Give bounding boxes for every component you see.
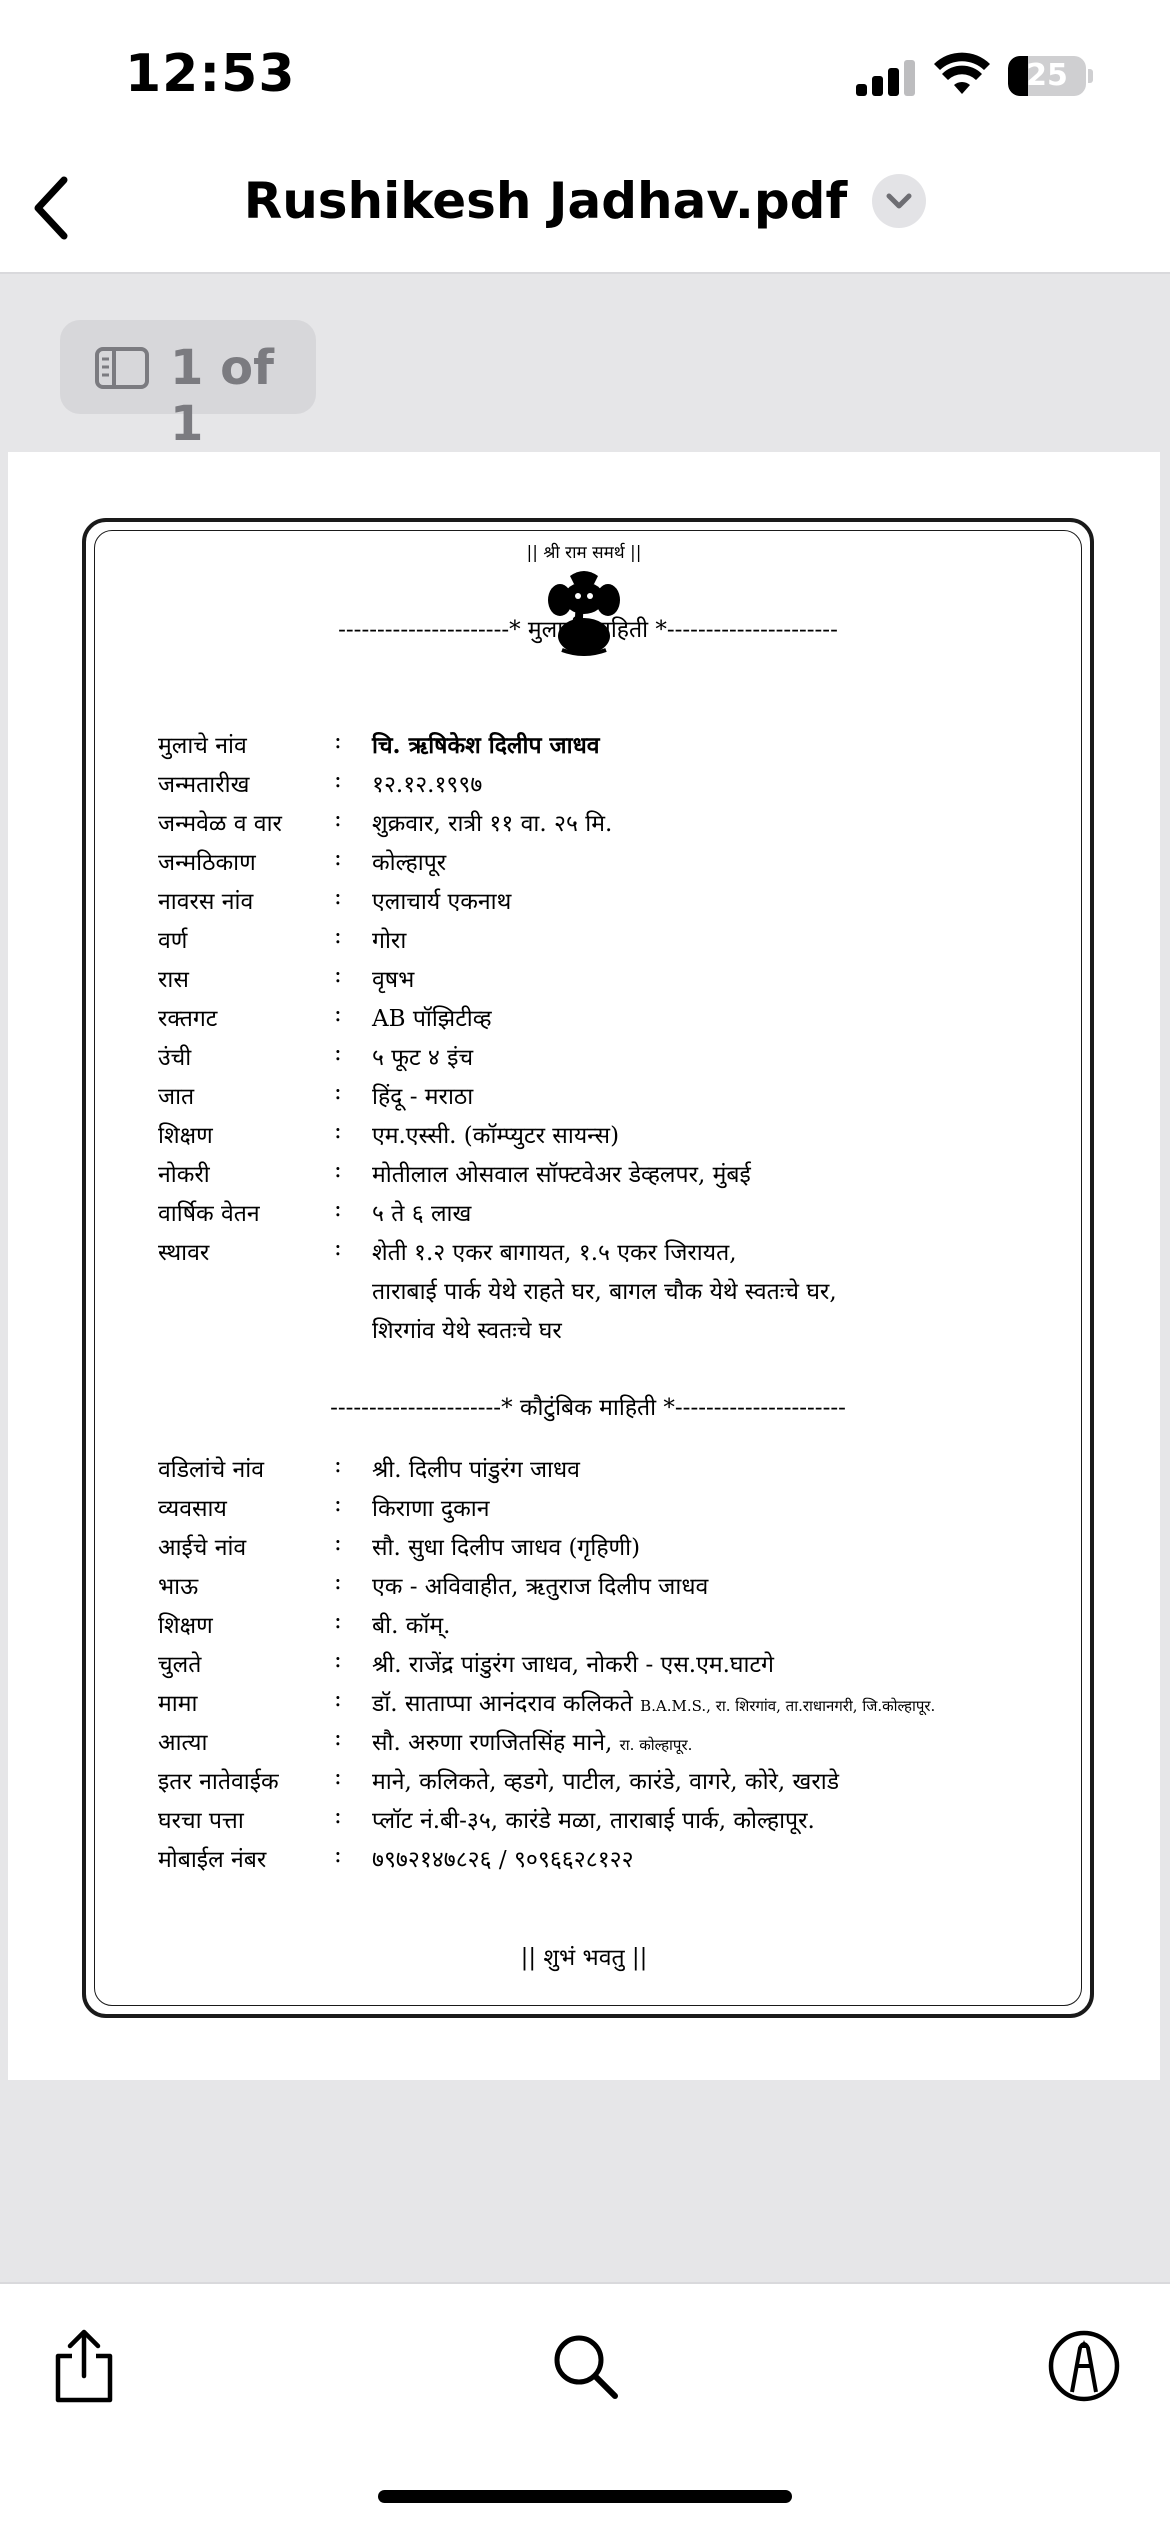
- chevron-down-icon[interactable]: [872, 174, 926, 228]
- row-label: मामा: [158, 1691, 198, 1717]
- row-label: वार्षिक वेतन: [158, 1201, 260, 1227]
- battery-icon: [1008, 56, 1086, 96]
- row-label: जात: [158, 1084, 195, 1110]
- row-value: मोतीलाल ओसवाल सॉफ्टवेअर डेव्हलपर, मुंबई: [372, 1162, 751, 1188]
- row-label: स्थावर: [158, 1240, 210, 1266]
- row-separator: :: [334, 1569, 342, 1595]
- info-row: [158, 1452, 1058, 1490]
- status-time: 12:53: [125, 44, 296, 104]
- info-row: [158, 1725, 1058, 1763]
- row-value: ५ फूट ४ इंच: [372, 1045, 474, 1071]
- row-separator: :: [334, 1079, 342, 1105]
- home-indicator[interactable]: [378, 2490, 792, 2503]
- blessing-text: || शुभं भवतु ||: [520, 1945, 648, 1971]
- row-value: वृषभ: [372, 967, 415, 993]
- row-value-detail: रा. कोल्हापूर.: [619, 1736, 693, 1754]
- row-value: चि. ऋषिकेश दिलीप जाधव: [372, 732, 600, 759]
- row-value: AB पॉझिटीव्ह: [372, 1006, 492, 1032]
- row-value: श्री. राजेंद्र पांडुरंग जाधव, नोकरी - एस.एम.घाटगे: [372, 1652, 774, 1678]
- battery-tip: [1088, 69, 1093, 83]
- row-label: उंची: [158, 1045, 192, 1071]
- page-indicator[interactable]: [60, 320, 316, 452]
- row-label: शिक्षण: [158, 1123, 213, 1149]
- page-count-label: 1 of 1: [170, 340, 274, 452]
- row-label: घरचा पत्ता: [158, 1808, 244, 1834]
- row-separator: :: [334, 1530, 342, 1556]
- info-row: [158, 1686, 1058, 1724]
- row-separator: :: [334, 728, 342, 754]
- row-value: सौ. सुधा दिलीप जाधव (गृहिणी): [372, 1535, 641, 1561]
- row-label: इतर नातेवाईक: [158, 1769, 279, 1795]
- row-label: नावरस नांव: [158, 889, 254, 915]
- row-value: कोल्हापूर: [372, 850, 447, 876]
- row-separator: :: [334, 1686, 342, 1712]
- row-value: शेती १.२ एकर बागायत, १.५ एकर जिरायत,: [372, 1240, 737, 1266]
- row-separator: :: [334, 1157, 342, 1183]
- row-label: नोकरी: [158, 1162, 210, 1188]
- row-value: गोरा: [372, 928, 407, 954]
- info-row: [158, 806, 1058, 844]
- row-separator: :: [334, 1647, 342, 1673]
- info-row: [158, 1079, 1058, 1117]
- sidebar-icon: [94, 346, 150, 390]
- invocation-text: || श्री राम समर्थ ||: [526, 543, 642, 563]
- row-separator: :: [334, 1803, 342, 1829]
- row-label: जन्मवेळ व वार: [158, 811, 282, 837]
- row-separator: :: [334, 1040, 342, 1066]
- row-label: भाऊ: [158, 1574, 199, 1600]
- property-line-3: शिरगांव येथे स्वतःचे घर: [372, 1318, 562, 1344]
- share-icon[interactable]: [44, 2326, 124, 2406]
- row-label: जन्मतारीख: [158, 772, 250, 798]
- info-row: [158, 1803, 1058, 1841]
- row-value: १२.१२.१९९७: [372, 772, 483, 798]
- row-separator: :: [334, 884, 342, 910]
- row-value: ७९७२१४७८२६ / ९०९६६२८१२२: [372, 1847, 634, 1873]
- info-row: [158, 767, 1058, 805]
- row-separator: :: [334, 1491, 342, 1517]
- search-icon[interactable]: [545, 2326, 625, 2406]
- info-row: [158, 923, 1058, 961]
- markup-icon[interactable]: [1044, 2326, 1124, 2406]
- info-row: [158, 1647, 1058, 1685]
- info-row: [158, 1040, 1058, 1078]
- info-row: [158, 1001, 1058, 1039]
- info-row: [158, 1196, 1058, 1234]
- info-row: [158, 884, 1058, 922]
- row-label: वर्ण: [158, 928, 188, 954]
- row-label: आत्या: [158, 1730, 208, 1756]
- row-separator: :: [334, 1764, 342, 1790]
- pdf-page[interactable]: [8, 452, 1160, 2080]
- row-value: एम.एस्सी. (कॉम्प्युटर सायन्स): [372, 1123, 620, 1149]
- info-row: [158, 962, 1058, 1000]
- info-row: [158, 1235, 1058, 1273]
- info-row: [158, 1157, 1058, 1195]
- row-separator: :: [334, 767, 342, 793]
- row-value: [372, 1686, 935, 1718]
- row-separator: :: [334, 962, 342, 988]
- row-value-main: सौ. अरुणा रणजितसिंह माने,: [372, 1730, 613, 1756]
- info-row: [158, 1842, 1058, 1880]
- row-separator: :: [334, 1235, 342, 1261]
- row-separator: :: [334, 1842, 342, 1868]
- document-title-button[interactable]: [0, 172, 1170, 230]
- info-row: [158, 1530, 1058, 1568]
- row-label: शिक्षण: [158, 1613, 213, 1639]
- info-row: [158, 1491, 1058, 1529]
- navigation-bar: [0, 150, 1170, 274]
- row-label: आईचे नांव: [158, 1535, 247, 1561]
- row-value: माने, कलिकते, व्हडगे, पाटील, कारंडे, वागरे, कोरे, खराडे: [372, 1769, 840, 1795]
- cellular-signal-icon: [856, 58, 916, 96]
- row-separator: :: [334, 1725, 342, 1751]
- row-label: चुलते: [158, 1652, 202, 1678]
- row-value: ५ ते ६ लाख: [372, 1201, 472, 1227]
- row-value: शुक्रवार, रात्री ११ वा. २५ मि.: [372, 811, 613, 837]
- row-separator: :: [334, 806, 342, 832]
- section-heading-family: ----------------------* कौटुंबिक माहिती *----------------------: [330, 1395, 846, 1421]
- row-label: व्यवसाय: [158, 1496, 227, 1522]
- row-separator: :: [334, 1452, 342, 1478]
- row-value: प्लॉट नं.बी-३५, कारंडे मळा, ताराबाई पार्क, कोल्हापूर.: [372, 1808, 815, 1834]
- row-label: रक्तगट: [158, 1006, 218, 1032]
- row-value: [372, 1725, 692, 1757]
- row-separator: :: [334, 1118, 342, 1144]
- info-row: [158, 845, 1058, 883]
- status-bar: [0, 0, 1170, 150]
- info-row: [158, 728, 1058, 766]
- info-row: [158, 1608, 1058, 1646]
- wifi-icon: [934, 52, 990, 98]
- info-row: [158, 1118, 1058, 1156]
- row-label: जन्मठिकाण: [158, 850, 256, 876]
- document-title: Rushikesh Jadhav.pdf: [243, 172, 848, 230]
- row-value-detail: B.A.M.S., रा. शिरगांव, ता.राधानगरी, जि.कोल्हापूर.: [640, 1697, 936, 1715]
- row-value: एलाचार्य एकनाथ: [372, 889, 512, 915]
- row-separator: :: [334, 1001, 342, 1027]
- row-label: मुलाचे नांव: [158, 733, 247, 759]
- info-row: [158, 1569, 1058, 1607]
- property-line-2: ताराबाई पार्क येथे राहते घर, बागल चौक येथे स्वतःचे घर,: [372, 1279, 837, 1305]
- row-label: मोबाईल नंबर: [158, 1847, 267, 1873]
- row-value-main: डॉ. साताप्पा आनंदराव कलिकते: [372, 1691, 633, 1717]
- row-value: श्री. दिलीप पांडुरंग जाधव: [372, 1457, 580, 1483]
- section-heading-personal: ----------------------* मुलाची माहिती *----------------------: [338, 617, 838, 643]
- row-separator: :: [334, 1196, 342, 1222]
- row-value: हिंदू - मराठा: [372, 1084, 474, 1110]
- row-separator: :: [334, 845, 342, 871]
- row-value: बी. कॉम्.: [372, 1613, 451, 1639]
- row-label: वडिलांचे नांव: [158, 1457, 265, 1483]
- row-label: रास: [158, 967, 189, 993]
- row-value: किराणा दुकान: [372, 1496, 490, 1522]
- info-row: [158, 1764, 1058, 1802]
- row-separator: :: [334, 1608, 342, 1634]
- row-value: एक - अविवाहीत, ऋतुराज दिलीप जाधव: [372, 1574, 709, 1600]
- battery-percentage: 25: [1026, 58, 1068, 93]
- row-separator: :: [334, 923, 342, 949]
